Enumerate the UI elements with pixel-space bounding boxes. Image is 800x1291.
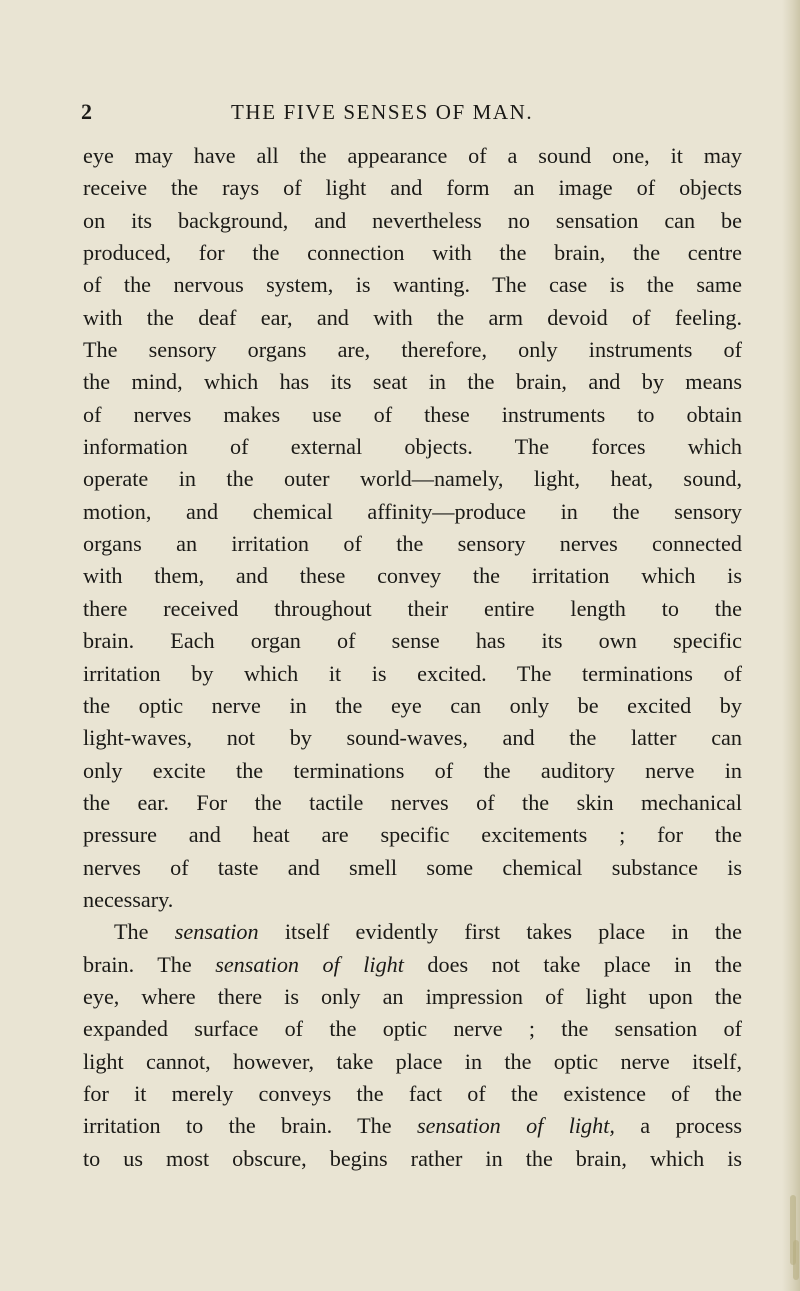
running-head: THE FIVE SENSES OF MAN. (231, 100, 534, 124)
text-line: necessary. (83, 886, 174, 912)
text-line: brain. Each organ of sense has its own specific (83, 628, 742, 654)
italic-run: sensation (174, 919, 259, 945)
text-line: light-waves, not by sound-waves, and the latter can (83, 725, 742, 751)
text-line: nerves of taste and smell some chemical substance is (83, 854, 742, 880)
text-line: with them, and these convey the irritation which is (83, 563, 742, 589)
text-line: of nerves makes use of these instruments to obtain (83, 401, 742, 427)
text-line: operate in the outer world—namely, light, heat, sound, (83, 466, 742, 492)
text-line: of the nervous system, is wanting. The case is the same (83, 272, 742, 298)
text-line: motion, and chemical affinity—produce in the sensory (83, 498, 742, 524)
paper-stain (793, 1240, 799, 1280)
text-run: The (114, 919, 175, 945)
text-line: produced, for the connection with the brain, the centre (83, 240, 742, 266)
text-line: receive the rays of light and form an image of objects (83, 175, 742, 201)
text-line (83, 1110, 742, 1142)
text-line (83, 949, 742, 981)
text-line: expanded surface of the optic nerve ; the sensation of (83, 1016, 742, 1042)
text-line: irritation by which it is excited. The terminations of (83, 660, 742, 686)
text-run: brain. The (83, 951, 216, 977)
text-line: pressure and heat are specific excitements ; for the (83, 822, 742, 848)
text-line: only excite the terminations of the auditory nerve in (83, 757, 742, 783)
text-run: a process (614, 1113, 742, 1139)
body-text (83, 140, 742, 1175)
text-line: there received throughout their entire length to the (83, 595, 742, 621)
text-line (83, 916, 742, 948)
text-line: with the deaf ear, and with the arm devoid of feeling. (83, 304, 742, 330)
text-run: irritation to the brain. The (83, 1113, 417, 1139)
text-line: The sensory organs are, therefore, only instruments of (83, 337, 742, 363)
text-line: information of external objects. The forces which (83, 434, 742, 460)
text-run: does not take place in the (403, 951, 742, 977)
italic-run: sensation of light (215, 951, 404, 977)
text-line: organs an irritation of the sensory nerves connected (83, 531, 742, 557)
italic-run: sensation of light, (416, 1113, 615, 1139)
text-line: light cannot, however, take place in the optic nerve itself, (83, 1048, 742, 1074)
text-line: the ear. For the tactile nerves of the skin mechanical (83, 789, 742, 815)
text-line: eye, where there is only an impression of light upon the (83, 983, 742, 1009)
text-line: for it merely conveys the fact of the existence of the (83, 1080, 742, 1106)
text-run: itself evidently first takes place in the (258, 919, 742, 945)
text-line: on its background, and nevertheless no sensation can be (83, 207, 742, 233)
page-header (81, 99, 737, 135)
page-number: 2 (81, 99, 93, 124)
page-edge-shadow (782, 0, 800, 1291)
text-line: the optic nerve in the eye can only be excited by (83, 692, 742, 718)
text-line: to us most obscure, begins rather in the brain, which is (83, 1145, 742, 1171)
text-line: eye may have all the appearance of a sound one, it may (83, 143, 742, 168)
text-line: the mind, which has its seat in the brain, and by means (83, 369, 742, 395)
